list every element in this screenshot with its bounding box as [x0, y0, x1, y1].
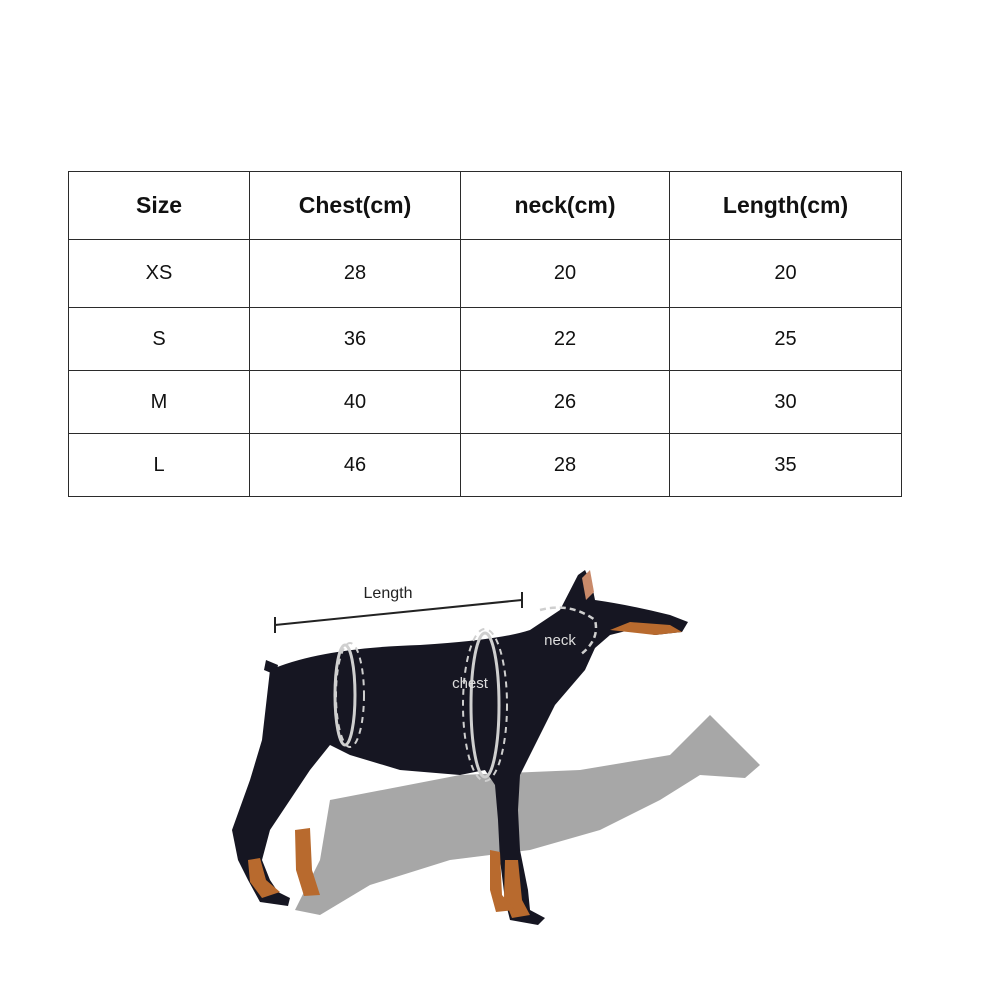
cell-size: L	[69, 434, 250, 497]
table-row	[69, 308, 902, 371]
length-label: Length	[363, 585, 413, 602]
dog-illustration-svg	[200, 530, 800, 950]
cell-length: 25	[670, 308, 902, 371]
neck-label: neck	[544, 632, 576, 649]
cell-neck: 26	[461, 371, 670, 434]
cell-size: S	[69, 308, 250, 371]
chest-label: chest	[452, 675, 488, 692]
table-row	[69, 240, 902, 308]
table-row	[69, 434, 902, 497]
cell-length: 30	[670, 371, 902, 434]
cell-chest: 40	[250, 371, 461, 434]
cell-chest: 46	[250, 434, 461, 497]
dog-measurement-illustration	[200, 530, 800, 950]
header-size: Size	[69, 172, 250, 240]
cell-length: 20	[670, 240, 902, 308]
cell-chest: 28	[250, 240, 461, 308]
cell-chest: 36	[250, 308, 461, 371]
cell-neck: 22	[461, 308, 670, 371]
cell-size: M	[69, 371, 250, 434]
table-header-row	[69, 172, 902, 240]
cell-neck: 20	[461, 240, 670, 308]
header-chest: Chest(cm)	[250, 172, 461, 240]
header-neck: neck(cm)	[461, 172, 670, 240]
cell-neck: 28	[461, 434, 670, 497]
cell-size: XS	[69, 240, 250, 308]
table-row	[69, 371, 902, 434]
cell-length: 35	[670, 434, 902, 497]
size-chart-table	[68, 171, 902, 497]
header-length: Length(cm)	[670, 172, 902, 240]
